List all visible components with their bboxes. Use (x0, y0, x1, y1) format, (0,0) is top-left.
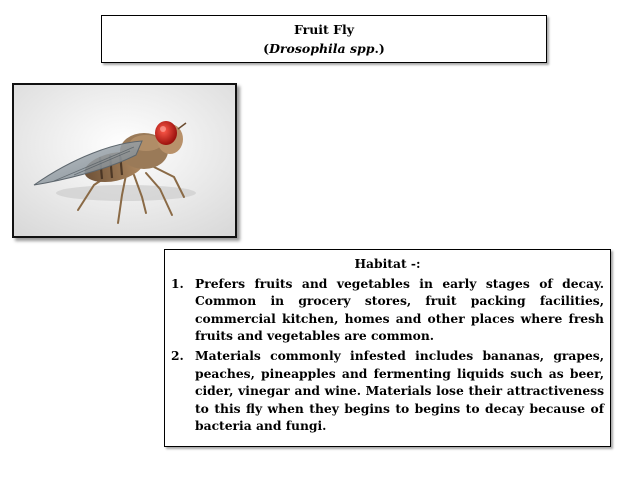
habitat-item-number: 1. (171, 275, 184, 291)
fruit-fly-illustration (14, 85, 235, 236)
title-box (101, 15, 547, 63)
title-common-name: Fruit Fly (293, 22, 355, 37)
title-genus: Drosophila spp (269, 41, 375, 56)
habitat-item (171, 347, 604, 435)
habitat-item-number: 2. (171, 347, 184, 363)
fly-shadow (56, 185, 196, 201)
habitat-item-text: Materials commonly infested includes bananas, grapes, peaches, pineapples and fermenting liquids such as beer, cider, vinegar and wine. Materials lose their attractiveness to this fly when they begins to begins to decay because of bacteria and fungi. (195, 347, 604, 434)
fly-eye (155, 121, 177, 145)
habitat-item-text: Prefers fruits and vegetables in early stages of decay. Common in grocery stores, fruit packing facilities, commercial kitchen, homes and other places where fresh fruits and vegetables are common. (195, 275, 604, 344)
habitat-heading: Habitat -: (354, 256, 421, 271)
title-scientific-name (102, 39, 546, 58)
habitat-box (164, 249, 611, 447)
fruit-fly-photo (12, 83, 237, 238)
title-paren-close: .) (374, 41, 385, 56)
title-paren-open: ( (263, 41, 270, 56)
habitat-item (171, 275, 604, 345)
habitat-list (171, 275, 604, 435)
